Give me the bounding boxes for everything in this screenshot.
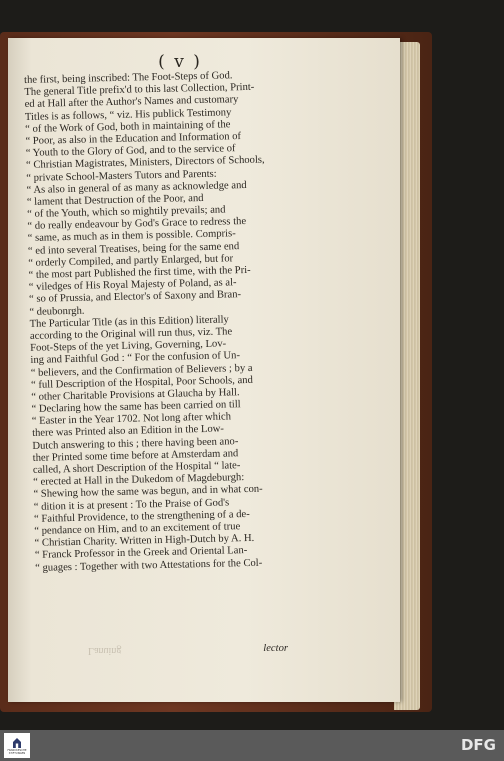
- text-line: “ Shewing how the same was begun, and in what con-: [33, 484, 263, 501]
- text-line: according to the Original will run thus, viz. The: [29, 326, 233, 342]
- text-line: Foot-Steps of the yet Living, Governing, Lov-: [30, 338, 227, 355]
- text-line: “ of the Work of God, both in maintaining of the: [25, 119, 231, 135]
- text-line: “ Christian Magistrates, Ministers, Directors of Schools,: [25, 154, 265, 172]
- text-line: The Particular Title (as in this Edition) literally: [29, 314, 229, 330]
- text-line: “ Poor, as also in the Education and Information of: [25, 131, 242, 147]
- text-line: there was Printed also an Edition in the Low-: [32, 423, 225, 440]
- text-line: “ private School-Masters Tutors and Parents:: [26, 168, 217, 184]
- library-emblem-icon: [11, 737, 23, 749]
- text-line: the first, being inscribed: The Foot-Steps of God.: [24, 70, 233, 86]
- body-text: [24, 69, 319, 575]
- text-line: “ Franck Professor in the Greek and Oriental Lan-: [34, 545, 248, 562]
- dfg-logo[interactable]: DFG: [460, 736, 496, 754]
- text-line: “ Youth to the Glory of God, and to the service of: [25, 143, 236, 160]
- text-line: “ lament that Destruction of the Poor, and: [26, 192, 204, 208]
- text-line: “ deubonrgh.: [29, 305, 85, 318]
- page-foot: [8, 643, 302, 657]
- text-line: “ do really endeavour by God's Grace to redress the: [27, 216, 247, 233]
- text-line: “ so of Prussia, and Elector's of Saxony and Bran-: [28, 289, 242, 306]
- text-line: called, A short Description of the Hospital “ late-: [32, 460, 241, 476]
- text-line: ed at Hall after the Author's Names and customary: [24, 94, 239, 111]
- text-line: The general Title prefix'd to this last Collection, Print-: [24, 81, 255, 99]
- text-line: “ viledges of His Royal Majesty of Poland, as al-: [28, 277, 237, 294]
- text-line: “ Faithful Providence, to the strengthening of a de-: [33, 508, 250, 525]
- text-line: “ Easter in the Year 1702. Not long after which: [31, 411, 232, 428]
- text-line: ing and Faithful God : “ For the confusion of Un-: [30, 350, 241, 367]
- catchword: lector: [263, 643, 288, 654]
- text-line: “ same, as much as in them is possible. Compris-: [27, 228, 236, 245]
- text-line: “ believers, and the Confirmation of Believers ; by a: [30, 362, 253, 379]
- text-line: “ As also in general of as many as acknowledge and: [26, 179, 247, 196]
- library-logo-text: FRANCKESCHE STIFTUNGEN: [7, 748, 27, 755]
- text-line: “ full Description of the Hospital, Poor Schools, and: [30, 374, 253, 391]
- text-line: “ guages : Together with two Attestations for the Col-: [35, 557, 263, 574]
- text-line: “ other Charitable Provisions at Glaucha by Hall.: [31, 387, 240, 403]
- library-logo[interactable]: [4, 733, 30, 758]
- text-line: “ orderly Compiled, and partly Enlarged, but for: [28, 253, 234, 269]
- text-line: “ the most part Published the first time, with the Pri-: [28, 264, 251, 281]
- bleed-through-text: Lanuing: [88, 645, 122, 656]
- page-number: ( v ): [158, 52, 202, 72]
- text-line: “ dition it is at present : To the Praise of God's: [33, 497, 230, 513]
- book-page: [8, 38, 400, 702]
- text-line: “ of the Youth, which so mightily prevails; and: [27, 204, 226, 221]
- text-line: “ ed into several Treatises, being for the same end: [27, 240, 240, 257]
- text-line: “ Christian Charity. Written in High-Dutch by A. H.: [34, 533, 255, 550]
- viewer-footer: [0, 730, 504, 761]
- text-line: Titles is as follows, “ viz. His publick Testimony: [24, 106, 232, 123]
- text-line: “ erected at Hall in the Dukedom of Magdeburgh:: [33, 472, 245, 489]
- text-line: “ pendance on Him, and to an excitement of true: [34, 521, 241, 537]
- text-line: “ Declaring how the same has been carried on till: [31, 399, 241, 415]
- text-line: Dutch answering to this ; there having been ano-: [32, 435, 239, 452]
- text-line: ther Printed some time before at Amsterdam and: [32, 448, 239, 464]
